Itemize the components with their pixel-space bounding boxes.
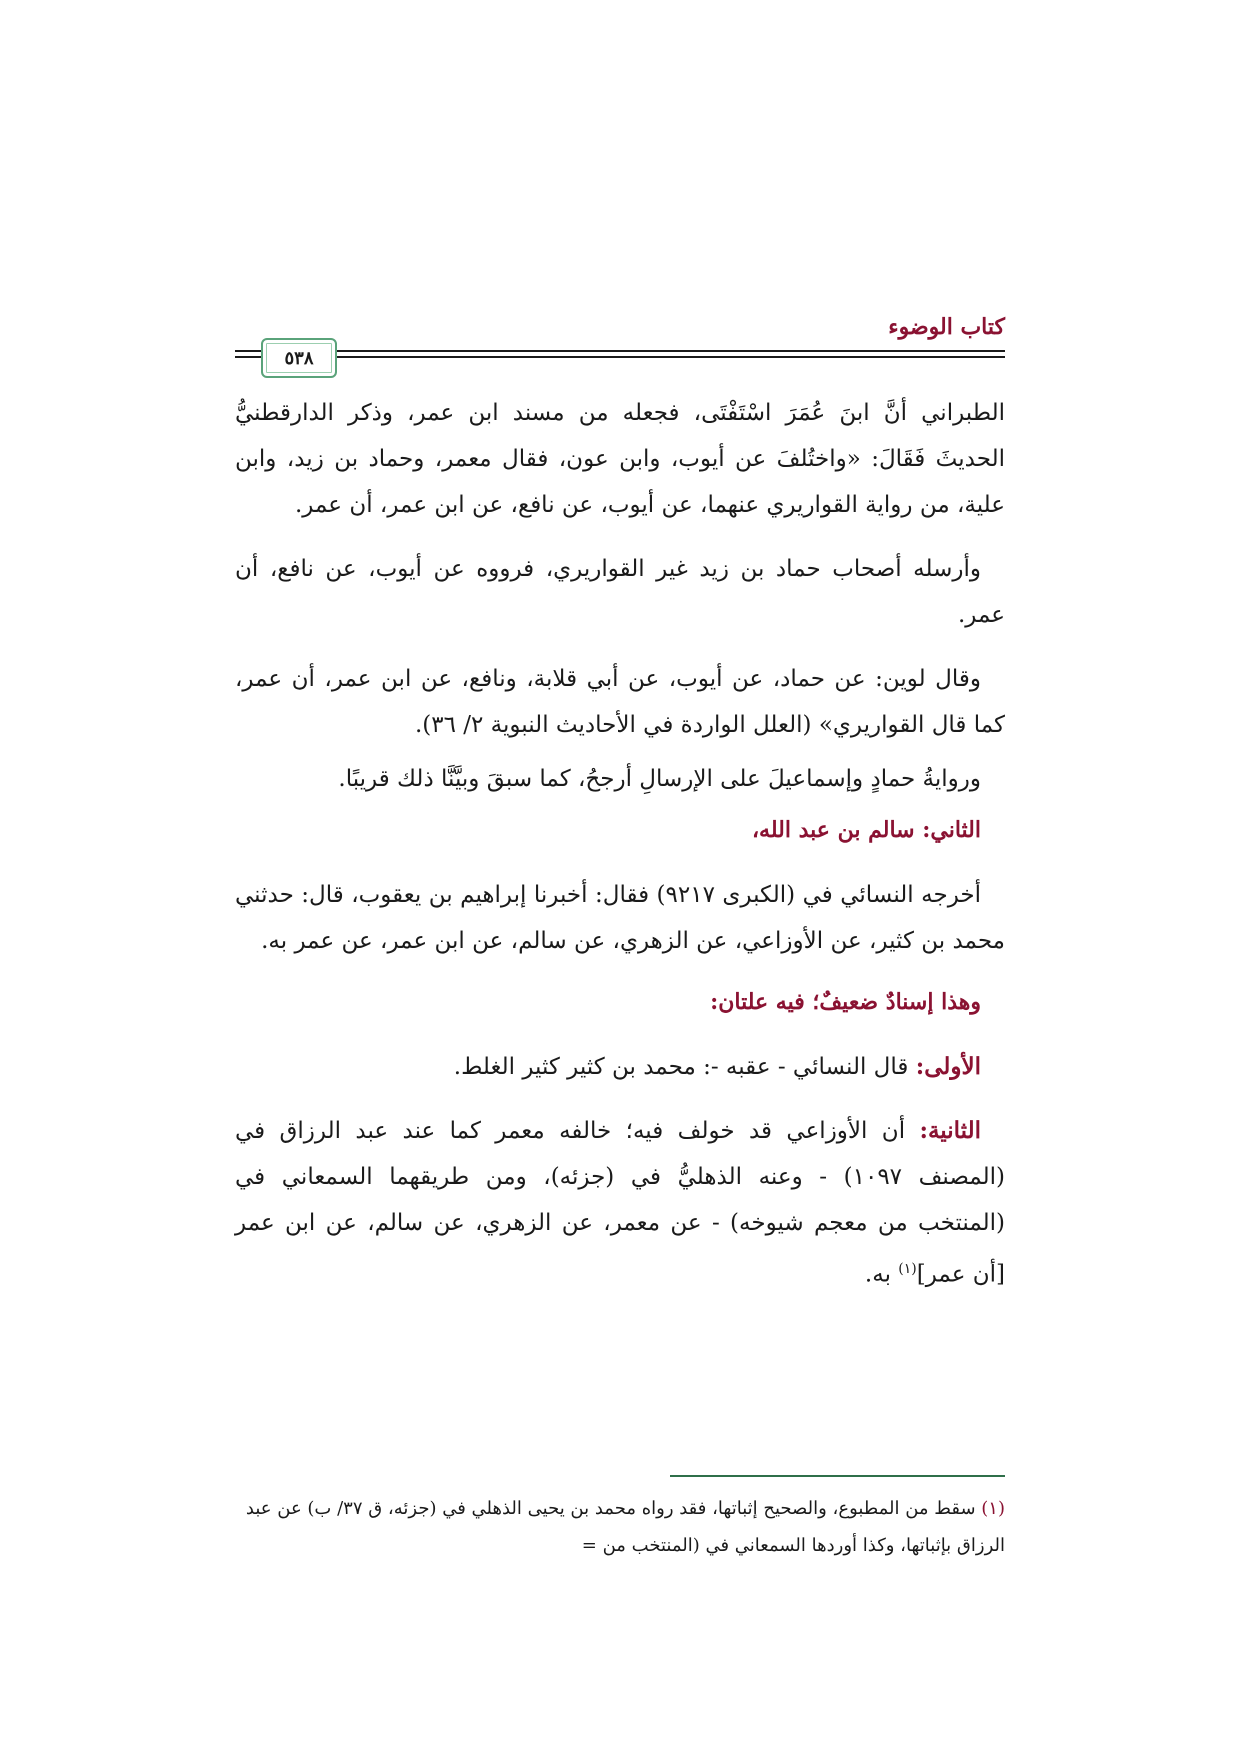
section-heading: وهذا إسنادٌ ضعيفٌ؛ فيه علتان:: [710, 989, 981, 1015]
section-heading: الثاني: سالم بن عبد الله،: [751, 817, 981, 843]
page-header: [235, 310, 1005, 390]
page-number-box: [261, 338, 337, 378]
footnote-reference[interactable]: (١): [898, 1261, 917, 1277]
header-rule-stub: [235, 356, 257, 358]
paragraph: الطبراني أنَّ ابنَ عُمَرَ اسْتَفْتَى، فجعله من مسند ابن عمر، وذكر الدارقطنيُّ الحديثَ فَقَالَ: «واختُلفَ عن أيوب، وابن عون، فقال معمر، وحماد بن زيد، وابن علية، من رواية القواريري عنهما، عن أيوب، عن نافع، عن ابن عمر، أن عمر.: [235, 400, 1005, 518]
header-rule: [235, 350, 1005, 352]
footnote-number: (١): [981, 1498, 1005, 1519]
paragraph-first-defect: [235, 1044, 1005, 1090]
second-label: الثانية:: [919, 1117, 981, 1144]
page: [235, 310, 1005, 1556]
footnote-separator: [670, 1475, 1005, 1477]
paragraph: وروايةُ حمادٍ وإسماعيلَ على الإرسالِ أرجحُ، كما سبقَ وبيَّنَّا ذلك قريبًا.: [338, 766, 981, 792]
paragraph: وأرسله أصحاب حماد بن زيد غير القواريري، فرووه عن أيوب، عن نافع، أن عمر.: [235, 556, 1005, 628]
second-end: به.: [864, 1261, 899, 1288]
second-text: أن الأوزاعي قد خولف فيه؛ خالفه معمر كما عند عبد الرزاق في (المصنف ١٠٩٧) - وعنه الذهليُّ في (جزئه)، ومن طريقهما السمعاني في (المنتخب من معجم شيوخه) - عن معمر، عن الزهري، عن سالم، عن ابن عمر [أن عمر]: [235, 1118, 1005, 1288]
page-number: ٥٣٨: [284, 347, 314, 369]
first-text: قال النسائي - عقبه -: محمد بن كثير كثير الغلط.: [453, 1054, 916, 1080]
paragraph: وقال لوين: عن حماد، عن أيوب، عن أبي قلابة، ونافع، عن ابن عمر، أن عمر، كما قال القواريري» (العلل الواردة في الأحاديث النبوية ٢/ ٣٦).: [235, 666, 1005, 738]
paragraph: أخرجه النسائي في (الكبرى ٩٢١٧) فقال: أخبرنا إبراهيم بن يعقوب، قال: حدثني محمد بن كثير، عن الأوزاعي، عن الزهري، عن سالم، عن ابن عمر، عن عمر به.: [235, 882, 1005, 954]
header-rule-stub: [235, 350, 257, 352]
paragraph-second-defect: [235, 1108, 1005, 1298]
footnote: [235, 1490, 1005, 1564]
first-label: الأولى:: [915, 1053, 981, 1080]
book-title: كتاب الوضوء: [888, 314, 1005, 340]
header-rule: [235, 356, 1005, 358]
footnote-text: سقط من المطبوع، والصحيح إثباتها، فقد رواه محمد بن يحيى الذهلي في (جزئه، ق ٣٧/ ب) عن عبد الرزاق بإثباتها، وكذا أوردها السمعاني في (المنتخب من =: [245, 1498, 1005, 1556]
